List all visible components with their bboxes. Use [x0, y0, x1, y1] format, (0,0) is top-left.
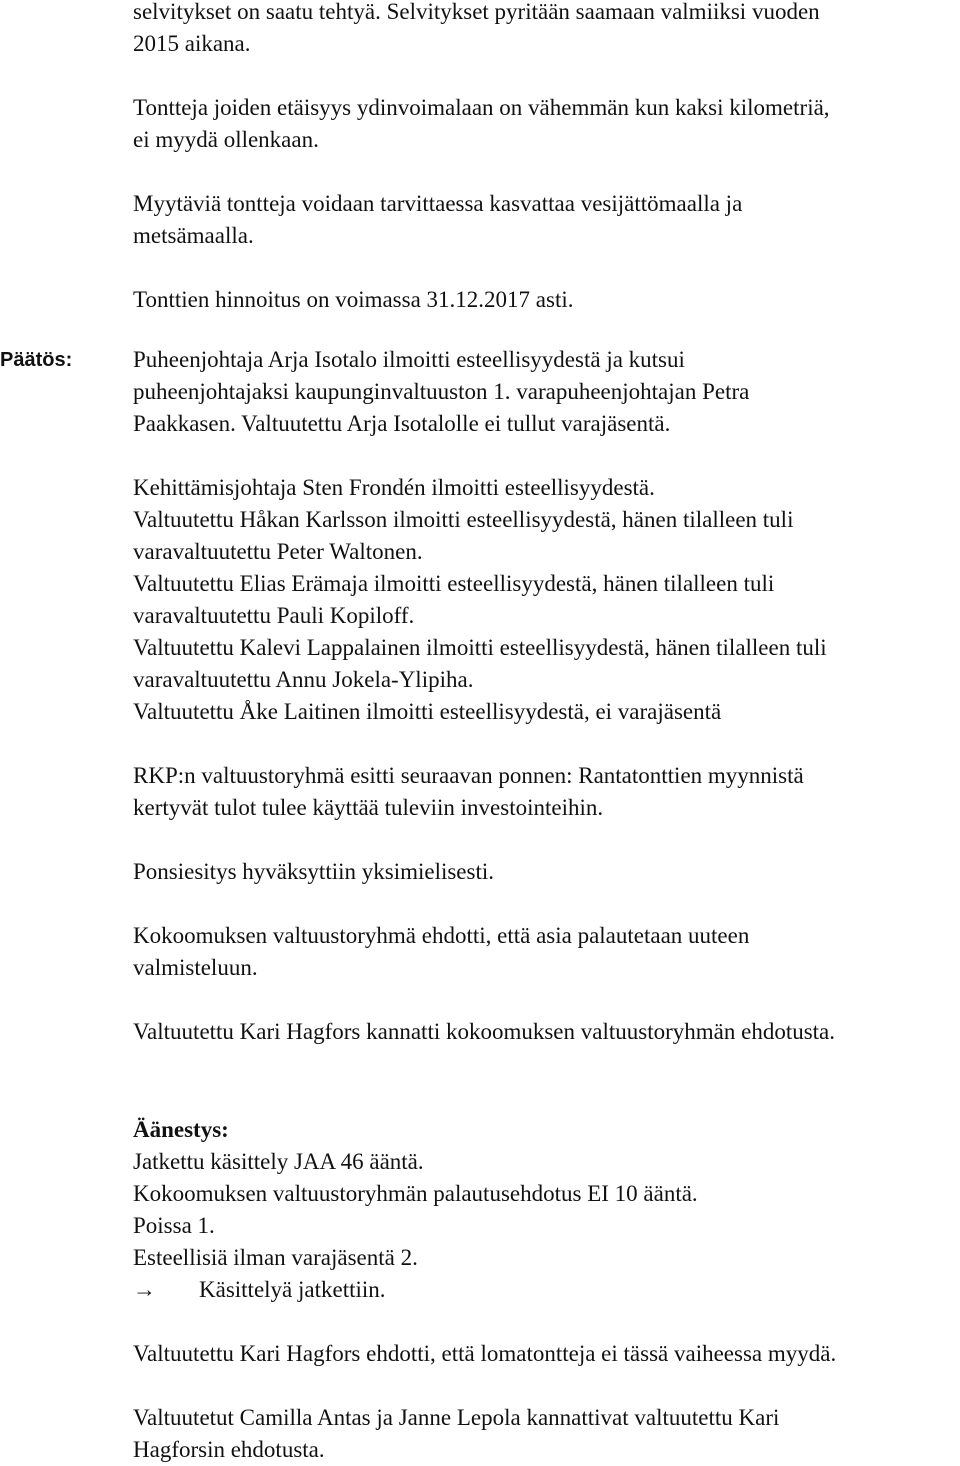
text-line: Kehittämisjohtaja Sten Frondén ilmoitti esteellisyydestä. — [133, 475, 655, 500]
text-line: Valtuutettu Kari Hagfors ehdotti, että lomatontteja ei tässä vaiheessa myydä. — [133, 1341, 837, 1366]
arrow-right-icon: → — [133, 1277, 156, 1302]
text-line: Valtuutettu Åke Laitinen ilmoitti esteellisyydestä, ei varajäsentä — [133, 699, 722, 724]
text-line: Valtuutettu Kari Hagfors kannatti kokoomuksen valtuustoryhmän ehdotusta. — [133, 1019, 836, 1044]
decision-label: Päätös: — [0, 349, 73, 371]
text-line: kertyvät tulot tulee käyttää tuleviin investointeihin. — [133, 795, 604, 820]
text-line: Tontteja joiden etäisyys ydinvoimalaan on vähemmän kun kaksi kilometriä, — [133, 95, 830, 120]
text-line: Jatkettu käsittely JAA 46 ääntä. — [133, 1149, 424, 1174]
text-line: Valtuutettu Håkan Karlsson ilmoitti esteellisyydestä, hänen tilalleen tuli — [133, 507, 794, 532]
text-line: varavaltuutettu Peter Waltonen. — [133, 539, 423, 564]
text-line: Valtuutetut Camilla Antas ja Janne Lepola kannattivat valtuutettu Kari — [133, 1405, 780, 1430]
text-line: Esteellisiä ilman varajäsentä 2. — [133, 1245, 418, 1270]
vote-heading: Äänestys: — [133, 1117, 229, 1142]
text-line: Ponsiesitys hyväksyttiin yksimielisesti. — [133, 859, 494, 884]
text-line: puheenjohtajaksi kaupunginvaltuuston 1. varapuheenjohtajan Petra — [133, 379, 750, 404]
text-line: Poissa 1. — [133, 1213, 215, 1238]
text-line: Valtuutettu Kalevi Lappalainen ilmoitti esteellisyydestä, hänen tilalleen tuli — [133, 635, 827, 660]
text-line: Tonttien hinnoitus on voimassa 31.12.2017 asti. — [133, 287, 574, 312]
text-line: Kokoomuksen valtuustoryhmä ehdotti, että asia palautetaan uuteen — [133, 923, 750, 948]
text-line: selvitykset on saatu tehtyä. Selvitykset pyritään saamaan valmiiksi vuoden — [133, 0, 820, 24]
vote-result — [133, 1274, 386, 1306]
text-line: Valtuutettu Elias Erämaja ilmoitti esteellisyydestä, hänen tilalleen tuli — [133, 571, 775, 596]
text-line: Myytäviä tontteja voidaan tarvittaessa kasvattaa vesijättömaalla ja — [133, 191, 743, 216]
text-line: RKP:n valtuustoryhmä esitti seuraavan ponnen: Rantatonttien myynnistä — [133, 763, 804, 788]
text-line: ei myydä ollenkaan. — [133, 127, 319, 152]
vote-result-text: Käsittelyä jatkettiin. — [199, 1277, 386, 1302]
text-line: Paakkasen. Valtuutettu Arja Isotalolle ei tullut varajäsentä. — [133, 411, 671, 436]
text-line: valmisteluun. — [133, 955, 258, 980]
text-line: Puheenjohtaja Arja Isotalo ilmoitti esteellisyydestä ja kutsui — [133, 347, 685, 372]
text-line: 2015 aikana. — [133, 31, 251, 56]
text-line: Kokoomuksen valtuustoryhmän palautusehdotus EI 10 ääntä. — [133, 1181, 698, 1206]
text-line: varavaltuutettu Pauli Kopiloff. — [133, 603, 415, 628]
text-line: varavaltuutettu Annu Jokela-Ylipiha. — [133, 667, 474, 692]
text-line: metsämaalla. — [133, 223, 254, 248]
text-line: Hagforsin ehdotusta. — [133, 1437, 325, 1462]
